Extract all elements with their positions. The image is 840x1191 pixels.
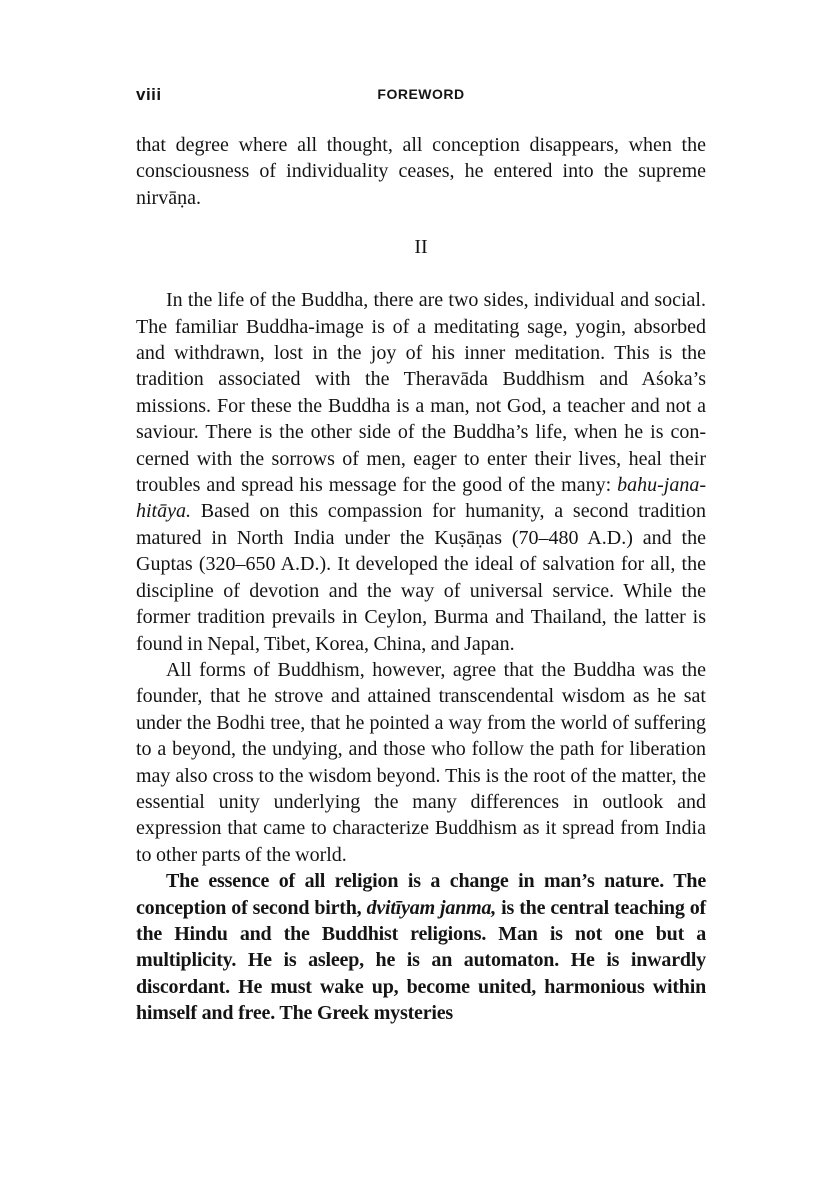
paragraph-text: is the central teaching of the Hindu and the Buddhist religions. Man is not one but a multiplicity. He is asleep, he is an automaton. He is inwardly discordant. He must wake up, become united, harmonious within himself and free. The Greek mysteries xyxy=(136,896,707,1025)
sanskrit-term: dvitīyam janma, xyxy=(366,896,497,919)
sanskrit-term: bahu-jana-hitāya. xyxy=(136,474,706,523)
running-head: FOREWORD xyxy=(377,86,465,102)
page-header xyxy=(136,85,706,109)
paragraph-text: Based on this compassion for humanity, a second tradition matured in North India under the Kuṣāṇas (70–480 A.D.) and the Guptas (320–650 A.D.). It developed the ideal of salvation for all, the discipline of devotion and the way of universal service. While the former tradition prevails in Ceylon, Burma and Thailand, the latter is found in Nepal, Tibet, Korea, China, and Japan. xyxy=(136,500,706,655)
paragraph-essence-of-religion xyxy=(136,868,706,1026)
page-number: viii xyxy=(136,85,162,104)
paragraph-text: The essence of all religion is a change in man’s nature. The conception of second birth, xyxy=(136,870,706,919)
paragraph-continuation: that degree where all thought, all conception disappears, when the consciousness of individuality ceases, he entered into the supreme nirvāṇa. xyxy=(136,134,706,209)
body-text xyxy=(136,132,706,1027)
paragraph-text: In the life of the Buddha, there are two sides, individual and social. The familiar Buddha-image is of a meditating sage, yogin, absorbed and withdrawn, lost in the joy of his inner meditation. This is the tradition associated with the Theravāda Buddhism and Aśoka’s missions. For these the Buddha is a man, not God, a teacher and not a saviour. There is the other side of the Buddha’s life, when he is concerned with the sorrows of men, eager to enter their lives, heal their troubles and spread his message for the good of the many: xyxy=(136,289,706,497)
paragraph-forms-of-buddhism: All forms of Buddhism, however, agree that the Buddha was the founder, that he strove and attained transcendental wisdom as he sat under the Bodhi tree, that he pointed a way from the world of suffering to a beyond, the undying, and those who follow the path for liberation may also cross to the wisdom beyond. This is the root of the matter, the essential unity underlying the many differences in outlook and expression that came to characterize Buddhism as it spread from India to other parts of the world. xyxy=(136,658,706,866)
paragraph-two-sides xyxy=(136,287,706,657)
section-heading: II xyxy=(414,236,428,259)
